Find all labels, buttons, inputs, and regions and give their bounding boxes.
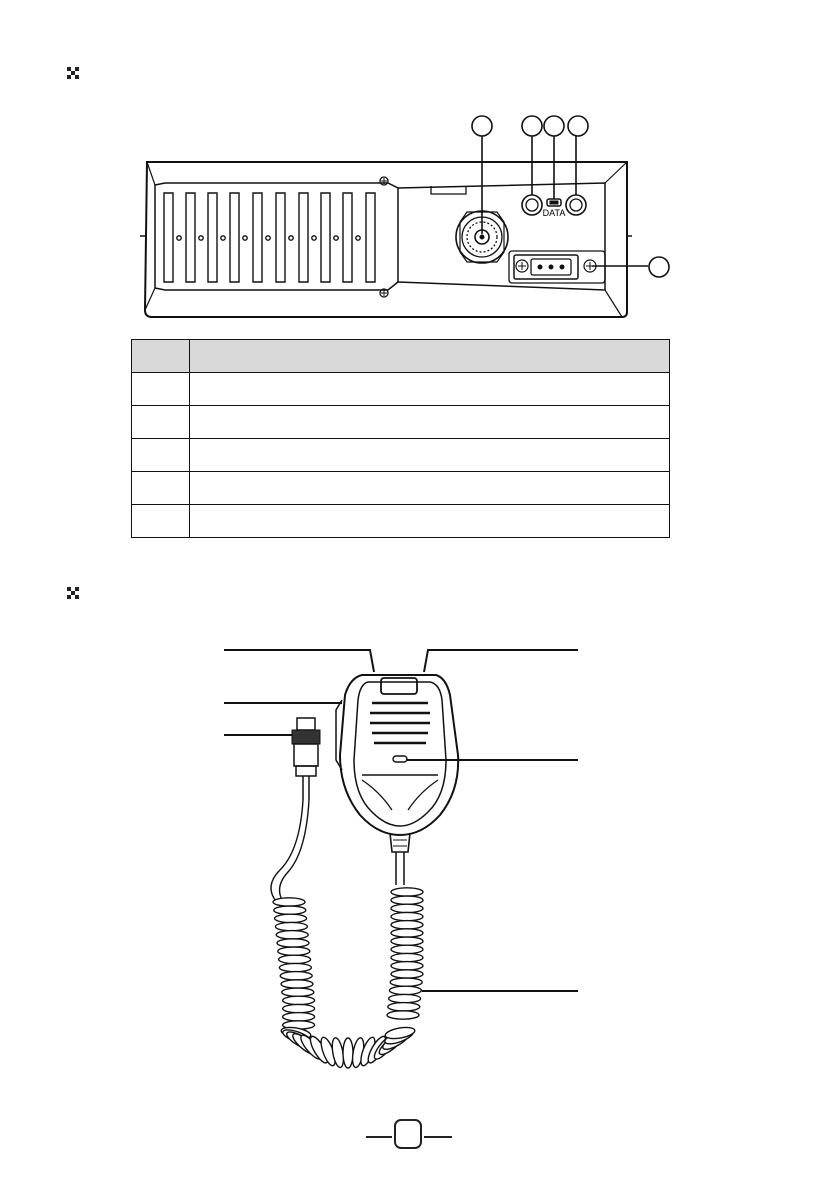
cord-coil <box>391 904 423 912</box>
cord-coil <box>391 896 423 904</box>
cord-coil <box>388 1003 420 1011</box>
cord-coil <box>384 1025 415 1040</box>
cord-coil <box>277 939 309 947</box>
page-number <box>394 1119 422 1149</box>
microphone-body <box>336 675 458 885</box>
cord-coil <box>389 986 421 994</box>
cord-coil <box>391 953 423 961</box>
ptt-button <box>381 678 417 694</box>
cord-coil <box>273 898 305 906</box>
cord-coil <box>274 906 306 914</box>
mic-hole <box>393 756 407 762</box>
cord-coil <box>283 996 315 1004</box>
page-number-line-left <box>366 1136 392 1138</box>
cord-coil <box>391 962 423 970</box>
cord-coil <box>280 972 312 980</box>
cord-coil <box>391 937 423 945</box>
cord-coil <box>391 945 423 953</box>
cord-coil <box>391 970 423 978</box>
cord-coil <box>278 947 310 955</box>
cord-coil <box>281 980 313 988</box>
cord-coil <box>282 988 314 996</box>
cord-coil <box>391 888 423 896</box>
cord-coil <box>279 963 311 971</box>
cord-coil <box>276 931 308 939</box>
cord-coil <box>283 1013 315 1021</box>
cord-coil <box>275 922 307 930</box>
cord-coil <box>389 994 421 1002</box>
cord-coil <box>391 912 423 920</box>
cord-coil <box>283 1004 315 1012</box>
page-number-line-right <box>424 1136 452 1138</box>
cord-coil <box>391 921 423 929</box>
cord-coil <box>391 929 423 937</box>
cord-coil <box>390 978 422 986</box>
cord-coil <box>279 955 311 963</box>
cord-coil <box>387 1011 419 1019</box>
coiled-cord <box>273 888 423 1068</box>
data-port-label: DATA <box>542 208 566 218</box>
cord-coil <box>343 1038 353 1068</box>
cord-coil <box>275 914 307 922</box>
mic-plug-connector <box>292 718 320 800</box>
